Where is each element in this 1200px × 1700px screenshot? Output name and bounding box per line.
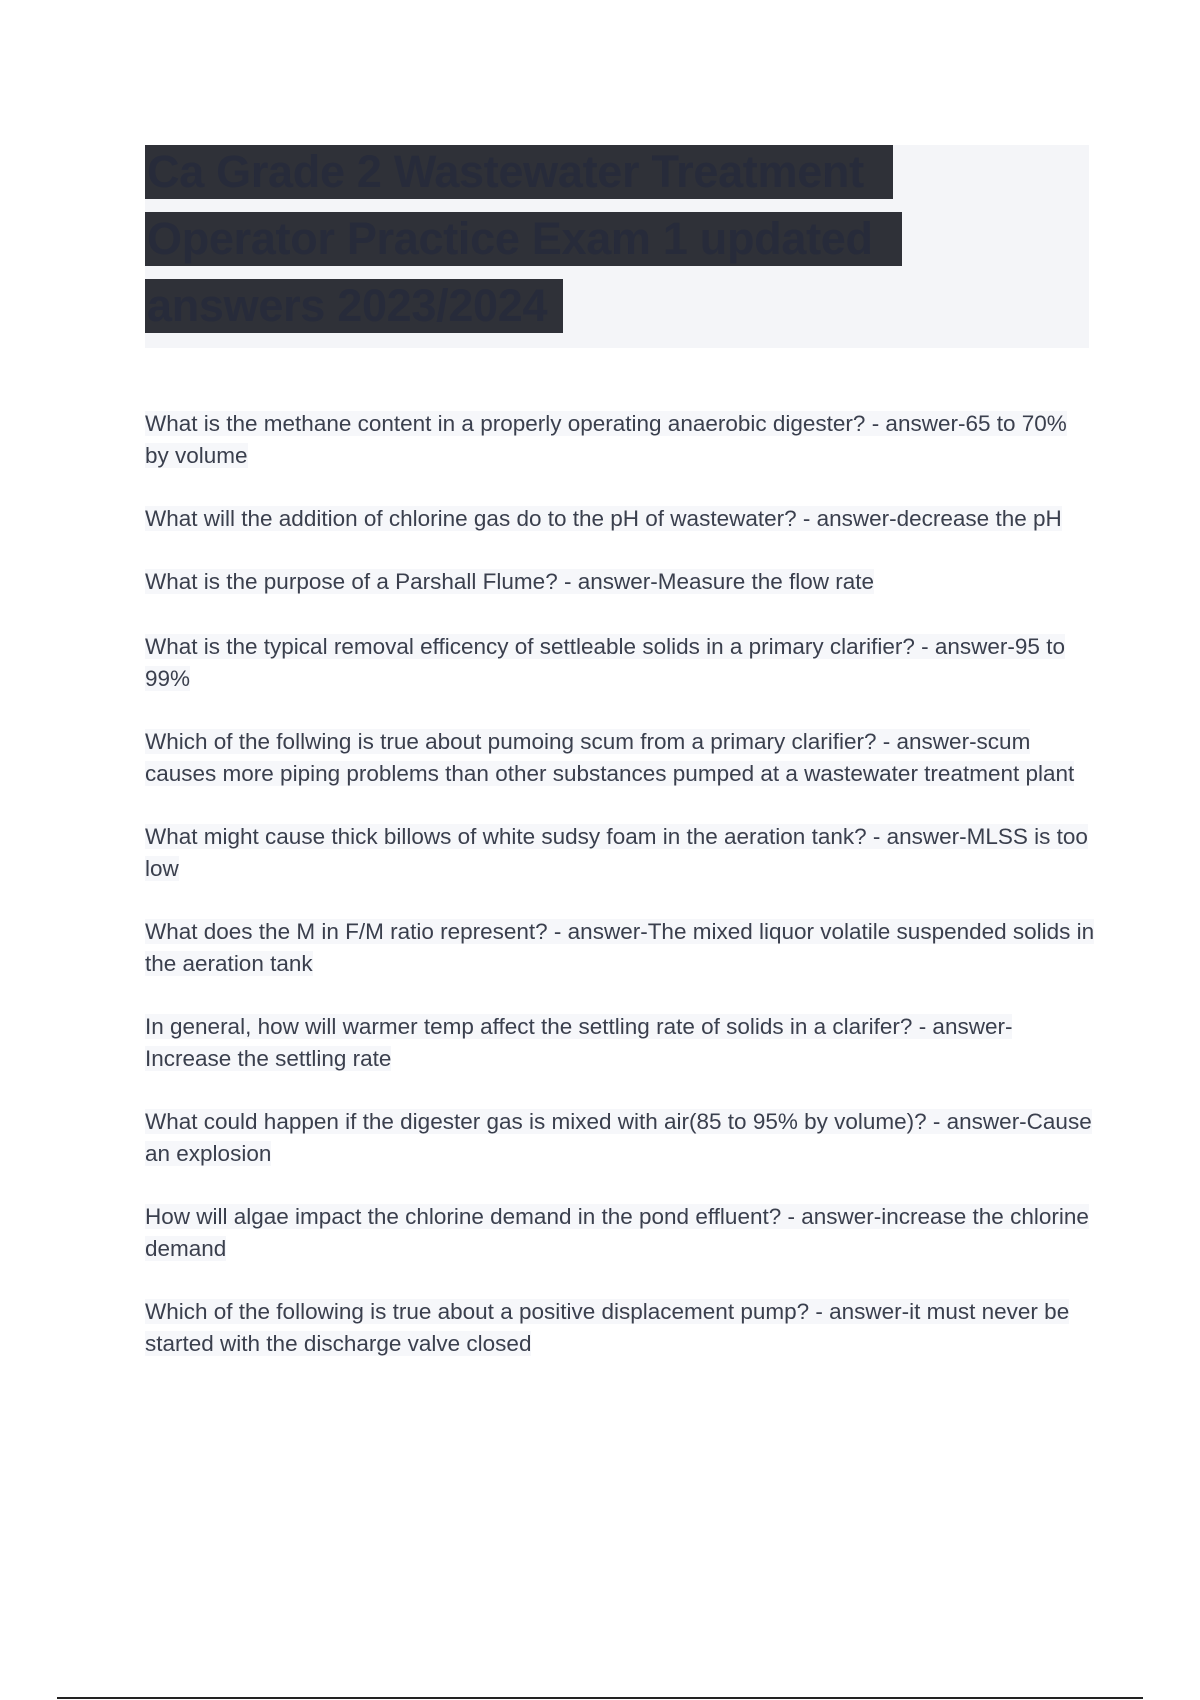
qa-text: In general, how will warmer temp affect the settling rate of solids in a clarifer? - answer-Increase the settling rate — [145, 1014, 1013, 1071]
qa-text: What could happen if the digester gas is mixed with air(85 to 95% by volume)? - answer-Cause an explosion — [145, 1109, 1092, 1166]
qa-item — [145, 408, 1095, 472]
qa-text: What is the typical removal efficency of settleable solids in a primary clarifier? - answer-95 to 99% — [145, 634, 1065, 691]
qa-item — [145, 566, 1095, 598]
qa-text: Which of the following is true about a positive displacement pump? - answer-it must never be started with the discharge valve closed — [145, 1299, 1070, 1356]
document-title-line-1: Ca Grade 2 Wastewater Treatment — [145, 145, 893, 199]
qa-item — [145, 1106, 1095, 1170]
qa-item — [145, 916, 1095, 980]
qa-text: How will algae impact the chlorine demand in the pond effluent? - answer-increase the chlorine demand — [145, 1204, 1089, 1261]
qa-item — [145, 726, 1095, 790]
qa-item — [145, 631, 1095, 695]
qa-item — [145, 821, 1095, 885]
qa-text: Which of the follwing is true about pumoing scum from a primary clarifier? - answer-scum causes more piping problems than other substances pumped at a wastewater treatment plant — [145, 729, 1075, 786]
qa-text: What might cause thick billows of white sudsy foam in the aeration tank? - answer-MLSS is too low — [145, 824, 1088, 881]
qa-text: What is the methane content in a properly operating anaerobic digester? - answer-65 to 70% by volume — [145, 411, 1067, 468]
document-title-line-3: answers 2023/2024 — [145, 279, 563, 333]
qa-item — [145, 503, 1095, 535]
qa-item — [145, 1201, 1095, 1265]
document-title-line-2: Operator Practice Exam 1 updated — [145, 212, 902, 266]
qa-item — [145, 1011, 1095, 1075]
qa-text: What will the addition of chlorine gas do to the pH of wastewater? - answer-decrease the pH — [145, 506, 1062, 531]
qa-item — [145, 1296, 1095, 1360]
footer-divider — [57, 1697, 1143, 1699]
qa-text: What is the purpose of a Parshall Flume? - answer-Measure the flow rate — [145, 569, 875, 594]
qa-text: What does the M in F/M ratio represent? - answer-The mixed liquor volatile suspended solids in the aeration tank — [145, 919, 1095, 976]
question-answer-list — [145, 408, 1095, 1360]
